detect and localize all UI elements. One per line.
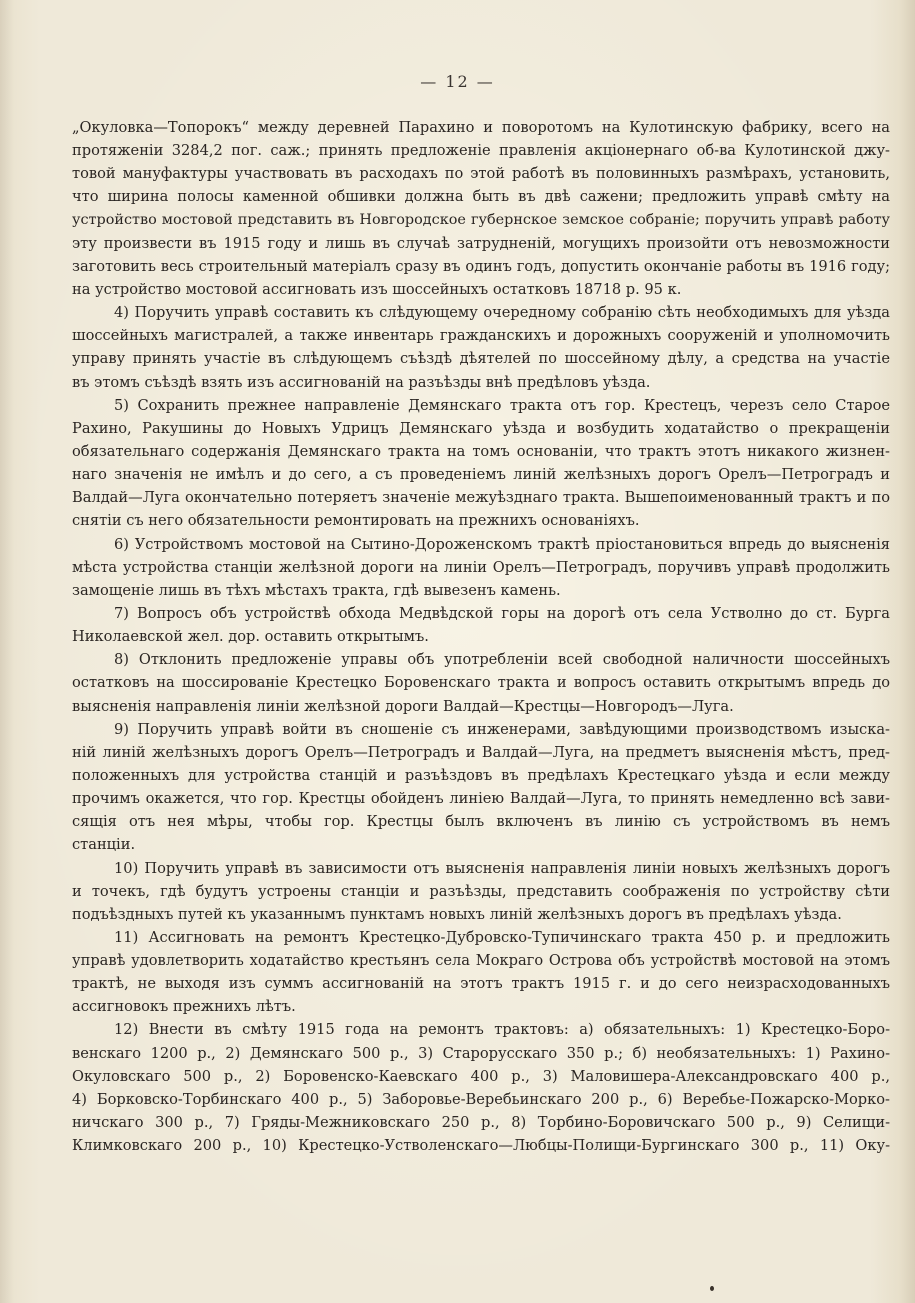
text-line: устройство мостовой представить въ Новгородское губернское земское собраніе; поручить управѣ работу <box>72 211 890 228</box>
text-line: 10) Поручить управѣ въ зависимости отъ выясненія направленія линіи новыхъ желѣзныхъ дорогъ <box>114 859 890 877</box>
text-line: ничскаго 300 р., 7) Гряды-Межниковскаго 250 р., 8) Торбино-Боровичскаго 500 р., 9) Селищи- <box>72 1114 890 1132</box>
text-line: Николаевской жел. дор. оставить открытымъ. <box>72 628 429 646</box>
text-line: ній линій желѣзныхъ дорогъ Орелъ—Петроградъ и Валдай—Луга, на предметъ выясненія мѣстъ, пред- <box>72 743 890 761</box>
text-line: подъѣздныхъ путей къ указаннымъ пунктамъ новыхъ линій желѣзныхъ дорогъ въ предѣлахъ уѣзда. <box>72 905 842 923</box>
text-line: товой мануфактуры участвовать въ расходахъ по этой работѣ въ половинныхъ размѣрахъ, установить, <box>72 165 890 183</box>
text-line: Рахино, Ракушины до Новыхъ Удрицъ Демянскаго уѣзда и возбудить ходатайство о прекращеніи <box>72 419 890 437</box>
text-line: венскаго 1200 р., 2) Демянскаго 500 р., 3) Старорусскаго 350 р.; б) необязательныхъ: 1) Рахино- <box>72 1044 890 1062</box>
text-line: „Окуловка—Топорокъ“ между деревней Парахино и поворотомъ на Кулотинскую фабрику, всего на <box>72 119 890 136</box>
text-line: остатковъ на шоссированіе Крестецко Боровенскаго тракта и вопросъ оставить открытымъ впредь до <box>72 674 890 692</box>
text-line: станціи. <box>72 836 136 854</box>
text-line: Окуловскаго 500 р., 2) Боровенско-Каевскаго 400 р., 3) Маловишера-Александровскаго 400 р., <box>72 1067 890 1085</box>
text-line: сящія отъ нея мѣры, чтобы гор. Крестцы былъ включенъ въ линію съ устройствомъ въ немъ <box>72 813 890 831</box>
text-line: 5) Сохранить прежнее направленіе Демянскаго тракта отъ гор. Крестецъ, черезъ село Старое <box>114 396 890 414</box>
text-line: прочимъ окажется, что гор. Крестцы обойденъ линіею Валдай—Луга, то принять немедленно всѣ зави- <box>72 790 890 808</box>
text-line: 7) Вопросъ объ устройствѣ обхода Медвѣдской горы на дорогѣ отъ села Устволно до ст. Бурга <box>114 604 890 622</box>
text-line: обязательнаго содержанія Демянскаго тракта на томъ основаніи, что трактъ этотъ никакого жизнен- <box>72 442 890 460</box>
text-line: 9) Поручить управѣ войти въ сношеніе съ инженерами, завѣдующими производствомъ изыска- <box>114 720 890 738</box>
text-line: 11) Ассигновать на ремонтъ Крестецко-Дубровско-Тупичинскаго тракта 450 р. и предложить <box>114 928 890 946</box>
text-line: снятіи съ него обязательности ремонтировать на прежнихъ основаніяхъ. <box>72 512 640 530</box>
text-line: Климковскаго 200 р., 10) Крестецко-Устволенскаго—Любцы-Полищи-Бургинскаго 300 р., 11) Оку- <box>72 1137 890 1155</box>
text-line: 12) Внести въ смѣту 1915 года на ремонтъ трактовъ: а) обязательныхъ: 1) Крестецко-Боро- <box>114 1021 890 1039</box>
text-line: Валдай—Луга окончательно потеряетъ значеніе межуѣзднаго тракта. Вышепоименованный трактъ и по <box>72 489 890 507</box>
text-line: заготовить весь строительный матеріалъ сразу въ одинъ годъ, допустить окончаніе работы въ 1916 году; <box>72 257 890 275</box>
text-line: эту произвести въ 1915 году и лишь въ случаѣ затрудненій, могущихъ произойти отъ невозможности <box>72 234 890 252</box>
text-line: положенныхъ для устройства станцій и разъѣздовъ въ предѣлахъ Крестецкаго уѣзда и если между <box>72 766 890 784</box>
ink-speck <box>710 1286 714 1291</box>
text-line: шоссейныхъ магистралей, а также инвентарь гражданскихъ и дорожныхъ сооруженій и уполномочить <box>72 327 890 345</box>
text-line: 6) Устройствомъ мостовой на Сытино-Дороженскомъ трактѣ пріостановиться впредь до выясненія <box>114 535 890 553</box>
text-line: 4) Поручить управѣ составить къ слѣдующему очередному собранію сѣть необходимыхъ для уѣзда <box>114 304 890 322</box>
text-line: управу принять участіе въ слѣдующемъ съѣздѣ дѣятелей по шоссейному дѣлу, а средства на участіе <box>72 350 890 368</box>
text-line: и точекъ, гдѣ будутъ устроены станціи и разъѣзды, представить соображенія по устройству сѣти <box>72 882 890 900</box>
text-line: замощеніе лишь въ тѣхъ мѣстахъ тракта, гдѣ вывезенъ камень. <box>72 581 561 599</box>
text-line: управѣ удовлетворить ходатайство крестьянъ села Мокраго Острова объ устройствѣ мостовой на этомъ <box>72 952 890 970</box>
text-line: что ширина полосы каменной обшивки должна быть въ двѣ сажени; предложить управѣ смѣту на <box>72 188 890 206</box>
text-line: 8) Отклонить предложеніе управы объ употребленіи всей свободной наличности шоссейныхъ <box>114 651 890 669</box>
text-line: на устройство мостовой ассигновать изъ шоссейныхъ остатковъ 18718 р. 95 к. <box>72 280 682 298</box>
document-body <box>72 116 890 1157</box>
text-line: 4) Борковско-Торбинскаго 400 р., 5) Заборовье-Веребьинскаго 200 р., 6) Веребье-Пожарско-Морко- <box>72 1090 890 1108</box>
text-line: ассигновокъ прежнихъ лѣтъ. <box>72 998 296 1016</box>
text-line: въ этомъ съѣздѣ взять изъ ассигнованій на разъѣзды внѣ предѣловъ уѣзда. <box>72 373 651 391</box>
page-number: — 12 — <box>420 72 495 91</box>
text-line: протяженіи 3284,2 пог. саж.; принять предложеніе правленія акціонернаго об-ва Кулотинской джу- <box>72 142 890 160</box>
text-line: трактѣ, не выходя изъ суммъ ассигнованій на этотъ трактъ 1915 г. и до сего неизрасходованныхъ <box>72 975 890 993</box>
text-line: наго значенія не имѣлъ и до сего, а съ проведеніемъ линій желѣзныхъ дорогъ Орелъ—Петроградъ и <box>72 466 890 484</box>
text-line: мѣста устройства станціи желѣзной дороги на линіи Орелъ—Петроградъ, поручивъ управѣ продолжить <box>72 558 890 576</box>
text-line: выясненія направленія линіи желѣзной дороги Валдай—Крестцы—Новгородъ—Луга. <box>72 697 734 715</box>
